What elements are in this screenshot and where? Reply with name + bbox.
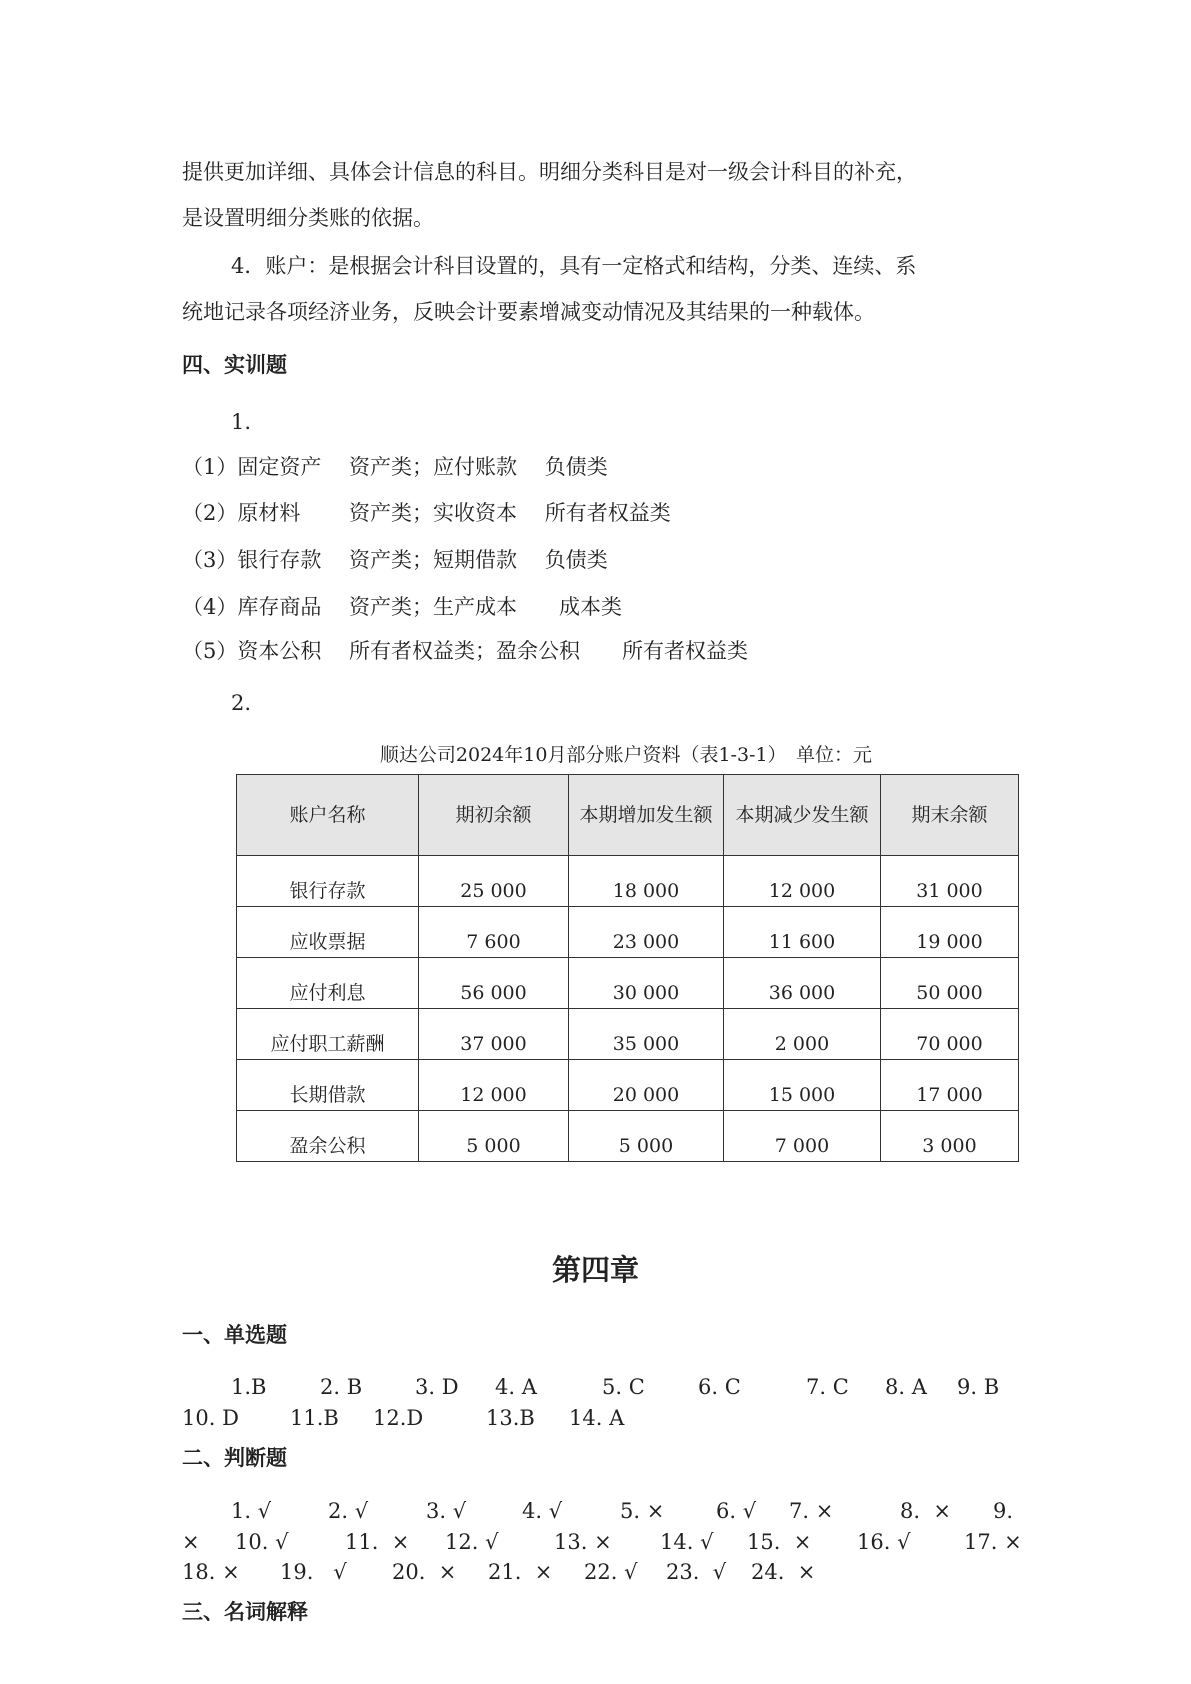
table-cell: 应收票据 xyxy=(237,907,419,958)
answer-item: 24. × xyxy=(751,1560,816,1584)
answer-item: 2. B xyxy=(320,1375,363,1399)
answer-item: 12. √ xyxy=(445,1530,499,1554)
table-row xyxy=(237,1060,1019,1111)
column-header: 账户名称 xyxy=(237,775,419,856)
table-cell: 盈余公积 xyxy=(237,1111,419,1162)
answer-item: 18. × xyxy=(182,1560,240,1584)
answer-line: （3）银行存款 资产类；短期借款 负债类 xyxy=(182,548,608,572)
table-cell: 56 000 xyxy=(419,958,569,1009)
table-cell: 11 600 xyxy=(724,907,881,958)
answer-item: × xyxy=(182,1530,200,1554)
table-row xyxy=(237,1009,1019,1060)
column-header: 本期减少发生额 xyxy=(724,775,881,856)
table-cell: 37 000 xyxy=(419,1009,569,1060)
table-cell: 50 000 xyxy=(881,958,1019,1009)
answer-item: 16. √ xyxy=(857,1530,911,1554)
answer-item: 20. × xyxy=(392,1560,457,1584)
answer-item: 23. √ xyxy=(666,1560,727,1584)
answer-item: 10. √ xyxy=(235,1530,289,1554)
paragraph-line: 是设置明细分类账的依据。 xyxy=(182,206,434,230)
answer-item: 15. × xyxy=(747,1530,812,1554)
answer-item: 12.D xyxy=(373,1406,424,1430)
table-cell: 31 000 xyxy=(881,856,1019,907)
answer-item: 5. × xyxy=(620,1499,665,1523)
answer-item: 13. × xyxy=(554,1530,612,1554)
answer-line: （1）固定资产 资产类；应付账款 负债类 xyxy=(182,455,608,479)
table-cell: 15 000 xyxy=(724,1060,881,1111)
answer-line: （2）原材料 资产类；实收资本 所有者权益类 xyxy=(182,501,671,525)
section-heading: 一、单选题 xyxy=(182,1323,287,1347)
paragraph-line: 统地记录各项经济业务，反映会计要素增减变动情况及其结果的一种载体。 xyxy=(182,300,875,324)
table-cell: 12 000 xyxy=(724,856,881,907)
table-cell: 70 000 xyxy=(881,1009,1019,1060)
paragraph-line: 4．账户：是根据会计科目设置的，具有一定格式和结构，分类、连续、系 xyxy=(231,254,917,278)
answer-item: 3. √ xyxy=(426,1499,467,1523)
column-header: 本期增加发生额 xyxy=(569,775,724,856)
table-cell: 应付利息 xyxy=(237,958,419,1009)
table-cell: 12 000 xyxy=(419,1060,569,1111)
answer-item: 14. √ xyxy=(660,1530,714,1554)
table-cell: 20 000 xyxy=(569,1060,724,1111)
answer-item: 1. √ xyxy=(231,1499,272,1523)
section-heading: 二、判断题 xyxy=(182,1446,287,1470)
table-row xyxy=(237,856,1019,907)
table-header-row xyxy=(237,775,1019,856)
table-cell: 7 000 xyxy=(724,1111,881,1162)
answer-line: （4）库存商品 资产类；生产成本 成本类 xyxy=(182,595,623,619)
answer-item: 22. √ xyxy=(584,1560,638,1584)
table-cell: 25 000 xyxy=(419,856,569,907)
answer-item: 1.B xyxy=(231,1375,267,1399)
table-cell: 17 000 xyxy=(881,1060,1019,1111)
section-heading: 四、实训题 xyxy=(182,353,287,377)
section-heading: 三、名词解释 xyxy=(182,1600,308,1624)
answer-item: 9. xyxy=(993,1499,1014,1523)
answer-item: 8. A xyxy=(885,1375,927,1399)
answer-item: 7. × xyxy=(789,1499,834,1523)
answer-item: 4. √ xyxy=(522,1499,563,1523)
table-cell: 30 000 xyxy=(569,958,724,1009)
answer-item: 2. √ xyxy=(328,1499,369,1523)
table-row xyxy=(237,1111,1019,1162)
chapter-title: 第四章 xyxy=(551,1253,639,1287)
column-header: 期末余额 xyxy=(881,775,1019,856)
table-cell: 18 000 xyxy=(569,856,724,907)
table-cell: 35 000 xyxy=(569,1009,724,1060)
answer-item: 8. × xyxy=(900,1499,951,1523)
paragraph-line: 提供更加详细、具体会计信息的科目。明细分类科目是对一级会计科目的补充， xyxy=(182,160,917,184)
table-cell: 19 000 xyxy=(881,907,1019,958)
table-cell: 5 000 xyxy=(569,1111,724,1162)
table-cell: 应付职工薪酬 xyxy=(237,1009,419,1060)
table-cell: 5 000 xyxy=(419,1111,569,1162)
answer-item: 5. C xyxy=(602,1375,645,1399)
table-cell: 36 000 xyxy=(724,958,881,1009)
answer-item: 17. × xyxy=(964,1530,1022,1554)
answer-item: 7. C xyxy=(806,1375,849,1399)
table-cell: 银行存款 xyxy=(237,856,419,907)
account-table xyxy=(236,774,1019,1162)
table-cell: 3 000 xyxy=(881,1111,1019,1162)
table-row xyxy=(237,907,1019,958)
question-number: 2. xyxy=(231,691,252,715)
answer-item: 19. √ xyxy=(280,1560,347,1584)
answer-item: 3. D xyxy=(415,1375,459,1399)
answer-item: 11.B xyxy=(290,1406,339,1430)
answer-item: 9. B xyxy=(957,1375,1000,1399)
answer-item: 11. × xyxy=(345,1530,410,1554)
table-row xyxy=(237,958,1019,1009)
answer-item: 6. √ xyxy=(716,1499,757,1523)
table-cell: 23 000 xyxy=(569,907,724,958)
answer-item: 13.B xyxy=(486,1406,535,1430)
table-caption: 顺达公司2024年10月部分账户资料（表1-3-1） 单位：元 xyxy=(379,744,873,766)
table-cell: 7 600 xyxy=(419,907,569,958)
answer-item: 10. D xyxy=(182,1406,239,1430)
answer-item: 6. C xyxy=(698,1375,741,1399)
answer-line: （5）资本公积 所有者权益类；盈余公积 所有者权益类 xyxy=(182,639,749,663)
answer-item: 4. A xyxy=(495,1375,537,1399)
table-cell: 2 000 xyxy=(724,1009,881,1060)
answer-item: 21. × xyxy=(488,1560,553,1584)
column-header: 期初余额 xyxy=(419,775,569,856)
question-number: 1. xyxy=(231,410,252,434)
table-cell: 长期借款 xyxy=(237,1060,419,1111)
answer-item: 14. A xyxy=(569,1406,625,1430)
